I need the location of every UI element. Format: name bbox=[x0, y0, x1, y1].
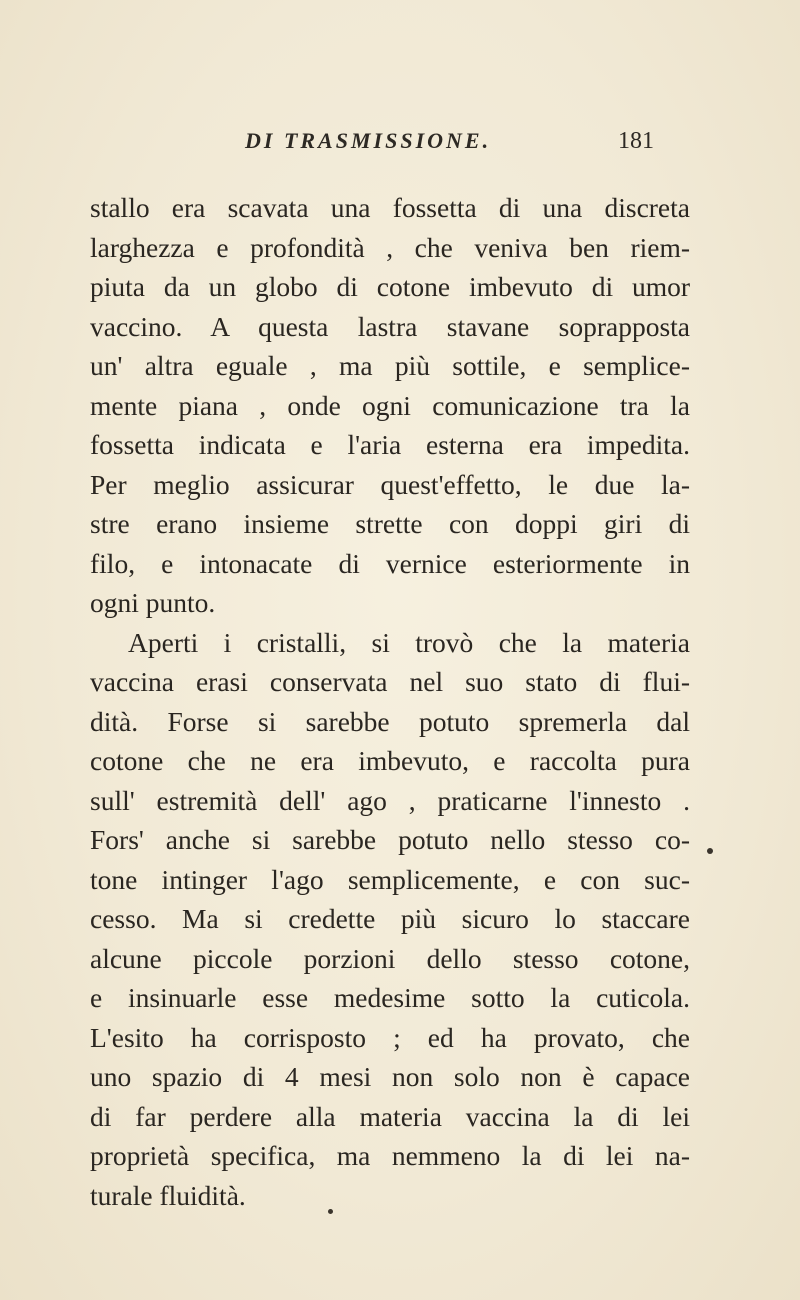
text-line: e insinuarle esse medesime sotto la cuticola. bbox=[90, 982, 690, 1013]
text-line: sull' estremità dell' ago , praticarne l'innesto . bbox=[90, 784, 690, 816]
text-line: turale fluidità. bbox=[90, 1179, 246, 1211]
body-text bbox=[90, 188, 690, 1215]
text-line: vaccina erasi conservata nel suo stato di flui- bbox=[90, 666, 690, 697]
running-title: DI TRASMISSIONE. bbox=[245, 128, 492, 153]
text-line: ogni punto. bbox=[90, 587, 216, 618]
text-line: proprietà specifica, ma nemmeno la di lei na- bbox=[90, 1140, 690, 1171]
text-line: piuta da un globo di cotone imbevuto di umor bbox=[90, 271, 690, 302]
text-line: dità. Forse si sarebbe potuto spremerla dal bbox=[90, 705, 690, 737]
text-line: vaccino. A questa lastra stavane soprapposta bbox=[90, 310, 690, 342]
page-number: 181 bbox=[618, 128, 654, 154]
text-line: cotone che ne era imbevuto, e raccolta pura bbox=[90, 745, 690, 776]
text-line: Aperti i cristalli, si trovò che la materia bbox=[128, 626, 690, 658]
running-head bbox=[0, 128, 800, 168]
text-line: alcune piccole porzioni dello stesso cotone, bbox=[90, 942, 690, 974]
text-line: tone intinger l'ago semplicemente, e con suc- bbox=[90, 863, 690, 895]
text-line: stallo era scavata una fossetta di una discreta bbox=[90, 192, 690, 223]
text-line: di far perdere alla materia vaccina la di lei bbox=[90, 1100, 690, 1132]
text-line: stre erano insieme strette con doppi giri di bbox=[90, 508, 690, 539]
text-line: Fors' anche si sarebbe potuto nello stesso co- bbox=[90, 824, 690, 855]
text-line: mente piana , onde ogni comunicazione tra la bbox=[90, 389, 690, 421]
text-line: larghezza e profondità , che veniva ben riem- bbox=[90, 231, 690, 263]
text-line: fossetta indicata e l'aria esterna era impedita. bbox=[90, 429, 690, 460]
text-line: filo, e intonacate di vernice esteriormente in bbox=[90, 547, 690, 579]
text-line: Per meglio assicurar quest'effetto, le due la- bbox=[90, 468, 690, 500]
text-line: L'esito ha corrisposto ; ed ha provato, che bbox=[90, 1021, 690, 1053]
text-line: un' altra eguale , ma più sottile, e semplice- bbox=[90, 350, 690, 381]
text-line: uno spazio di 4 mesi non solo non è capace bbox=[90, 1061, 690, 1092]
ink-speck bbox=[707, 848, 713, 854]
text-line: cesso. Ma si credette più sicuro lo staccare bbox=[90, 903, 690, 934]
ink-speck bbox=[328, 1209, 333, 1214]
